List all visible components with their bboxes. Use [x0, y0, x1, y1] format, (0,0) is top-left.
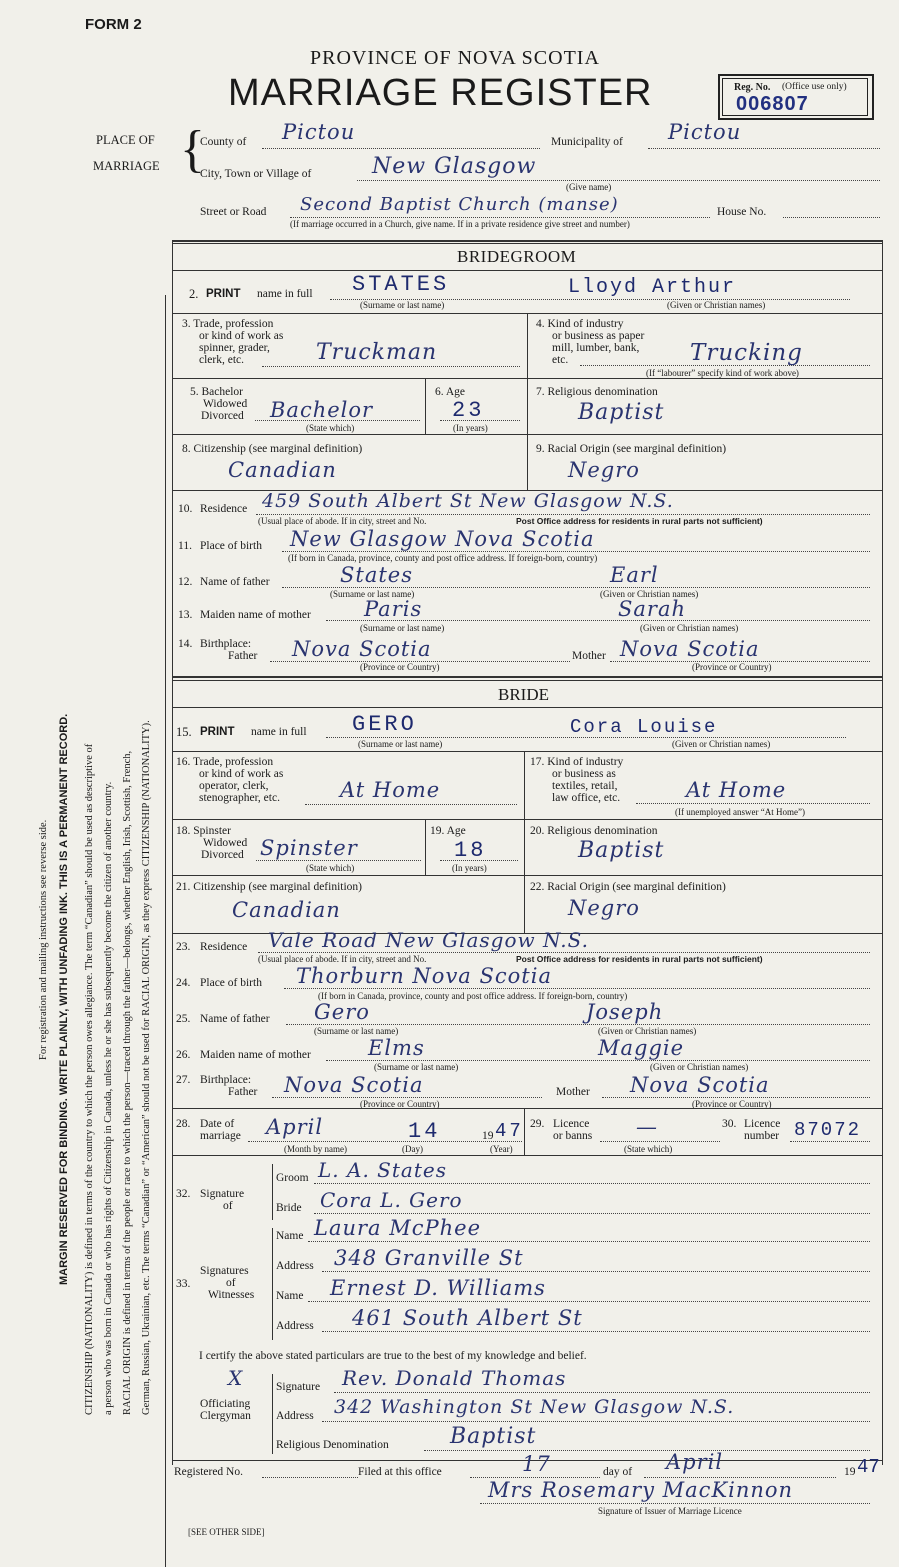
q29-note: (State which): [624, 1144, 673, 1154]
q32-num: 32.: [176, 1188, 191, 1200]
city-line: [357, 180, 880, 181]
q10-num: 10.: [178, 503, 193, 515]
witness1-address-line: [322, 1271, 870, 1272]
q15-given-note: (Given or Christian names): [672, 739, 771, 749]
q4-note: (If “labourer” specify kind of work above): [646, 368, 799, 378]
col-divider-19-20: [524, 819, 525, 875]
witness2-address: 461 South Albert St: [352, 1306, 583, 1330]
q15-num: 15.: [176, 725, 192, 739]
q4-label-d: etc.: [552, 354, 569, 366]
bride-industry: At Home: [686, 778, 787, 802]
signature-bracket: [272, 1164, 273, 1220]
clergy-denom-label: Religious Denomination: [276, 1439, 389, 1451]
city-value: New Glasgow: [372, 154, 537, 179]
rule-bride-3: [172, 875, 882, 876]
table-top-border-inner: [172, 243, 882, 244]
witness1-name-line: [308, 1241, 870, 1242]
q17-label-c: textiles, retail,: [552, 780, 618, 792]
groom-birthplace: New Glasgow Nova Scotia: [290, 527, 595, 551]
q14-father-label: Father: [228, 650, 258, 662]
q27-father-note: (Province or Country): [360, 1099, 440, 1109]
col-divider-3-4: [527, 313, 528, 378]
witness2-name-label: Name: [276, 1290, 304, 1302]
clergy-label-b: Clergyman: [200, 1410, 251, 1422]
witness2-name-line: [308, 1301, 870, 1302]
q12-label: Name of father: [200, 576, 270, 588]
clergy-address-line: [322, 1421, 870, 1422]
day-of-label: day of: [603, 1466, 633, 1478]
groom-mother-birthplace: Nova Scotia: [620, 637, 760, 661]
clergy-address: 342 Washington St New Glasgow N.S.: [334, 1396, 735, 1418]
witness1-name: Laura McPhee: [314, 1216, 481, 1240]
bride-birthplace: Thorburn Nova Scotia: [296, 964, 552, 988]
q25-num: 25.: [176, 1013, 191, 1025]
filed-year: 47: [857, 1456, 880, 1478]
clergy-sig-label: Signature: [276, 1381, 321, 1393]
bride-trade: At Home: [340, 778, 441, 802]
place-brace: {: [180, 121, 205, 178]
q18-label: 18. Spinster: [176, 825, 231, 837]
city-label: City, Town or Village of: [200, 168, 312, 180]
bride-sig-label: Bride: [276, 1202, 302, 1214]
bride-mother-given: Maggie: [598, 1036, 685, 1060]
bride-status: Spinster: [260, 836, 358, 860]
witness2-name: Ernest D. Williams: [330, 1276, 546, 1300]
bride-mother-surname: Elms: [368, 1036, 425, 1060]
q2-given-note: (Given or Christian names): [667, 300, 766, 310]
groom-signature: L. A. States: [318, 1158, 447, 1182]
groom-father-birthplace: Nova Scotia: [292, 637, 432, 661]
groom-age: 23: [452, 398, 485, 423]
issuer-signature: Mrs Rosemary MacKinnon: [488, 1478, 794, 1502]
clergy-address-label: Address: [276, 1410, 314, 1422]
clergy-mark: X: [228, 1366, 244, 1390]
q28-month-note: (Month by name): [284, 1144, 347, 1154]
q28-line: [248, 1141, 522, 1142]
q15-print: PRINT: [200, 726, 235, 738]
q14-mother-label: Mother: [572, 650, 606, 662]
q16-label-b: or kind of work as: [199, 768, 284, 780]
q32-label: Signature: [200, 1188, 245, 1200]
marriage-day: 14: [408, 1119, 441, 1144]
q21-label: 21. Citizenship (see marginal definition): [176, 881, 362, 893]
q16-label-c: operator, clerk,: [199, 780, 269, 792]
q12-surname-note: (Surname or last name): [330, 589, 415, 599]
q25-line: [286, 1024, 870, 1025]
bride-surname: GERO: [352, 712, 417, 737]
q30-label: Licence: [744, 1118, 781, 1130]
q10-label: Residence: [200, 503, 248, 515]
groom-surname: STATES: [352, 272, 450, 297]
q15-label: name in full: [251, 726, 307, 738]
q2-label: name in full: [257, 288, 313, 300]
table-left-border: [172, 240, 173, 1465]
margin-instruction-binding: MARGIN RESERVED FOR BINDING. WRITE PLAINLY, WITH UNFADING INK. THIS IS A PERMANENT RECORD.: [58, 713, 70, 1285]
licence-number: 87072: [794, 1119, 862, 1141]
certify-text: I certify the above stated particulars are true to the best of my knowledge and belief.: [199, 1350, 587, 1362]
q29-label: Licence: [553, 1118, 590, 1130]
county-label: County of: [200, 136, 247, 148]
q9-label: 9. Racial Origin (see marginal definition): [536, 443, 727, 455]
registered-label: Registered No.: [174, 1466, 243, 1478]
q29-label-b: or banns: [553, 1130, 593, 1142]
q18-note: (State which): [306, 863, 355, 873]
bride-sig-line: [314, 1213, 870, 1214]
house-line: [783, 217, 880, 218]
q25-given-note: (Given or Christian names): [598, 1026, 697, 1036]
filed-day: 17: [522, 1452, 551, 1476]
q10-note-b: Post Office address for residents in rural parts not sufficient): [516, 516, 763, 526]
reg-note: (Office use only): [782, 82, 847, 92]
q26-line: [326, 1060, 870, 1061]
q6-note: (In years): [453, 423, 488, 433]
q14-father-note: (Province or Country): [360, 662, 440, 672]
filed-month: April: [666, 1450, 724, 1474]
q32-label-b: of: [223, 1200, 233, 1212]
clergy-denom-line: [424, 1450, 870, 1451]
groom-sig-label: Groom: [276, 1172, 309, 1184]
q11-note: (If born in Canada, province, county and post office address. If foreign-born, country): [288, 553, 598, 563]
col-divider-28-29: [524, 1108, 525, 1155]
groom-trade: Truckman: [316, 340, 438, 365]
col-divider-6-7: [527, 378, 528, 434]
filed-year-printed: 19: [844, 1466, 856, 1478]
q27-num: 27.: [176, 1074, 191, 1086]
q18-label-c: Divorced: [201, 849, 244, 861]
q27-mother-label: Mother: [556, 1086, 590, 1098]
q22-label: 22. Racial Origin (see marginal definition): [530, 881, 726, 893]
q33-label: Signatures: [200, 1265, 249, 1277]
groom-father-given: Earl: [610, 563, 659, 587]
q19-note: (In years): [452, 863, 487, 873]
q17-label-d: law office, etc.: [552, 792, 621, 804]
q20-label: 20. Religious denomination: [530, 825, 658, 837]
q11-label: Place of birth: [200, 540, 262, 552]
issuer-label: Signature of Issuer of Marriage Licence: [598, 1506, 742, 1516]
q11-line: [282, 551, 870, 552]
col-divider-16-17: [524, 751, 525, 819]
col-divider-21-22: [524, 875, 525, 933]
q8-label: 8. Citizenship (see marginal definition): [182, 443, 363, 455]
q33-label-c: Witnesses: [208, 1289, 255, 1301]
q24-num: 24.: [176, 977, 191, 989]
q17-label: 17. Kind of industry: [530, 756, 624, 768]
q13-num: 13.: [178, 609, 193, 621]
witness1-name-label: Name: [276, 1230, 304, 1242]
q30-line: [790, 1141, 870, 1142]
bride-residence: Vale Road New Glasgow N.S.: [268, 928, 589, 952]
q33-num: 33.: [176, 1278, 191, 1290]
bride-citizenship: Canadian: [232, 898, 341, 922]
q23-note-a: (Usual place of abode. If in city, street and No.: [258, 954, 427, 964]
q28-day-note: (Day): [402, 1144, 423, 1154]
q5-note: (State which): [306, 423, 355, 433]
street-line: [290, 217, 710, 218]
q26-label: Maiden name of mother: [200, 1049, 311, 1061]
q27-label: Birthplace:: [200, 1074, 252, 1086]
see-other-side: [SEE OTHER SIDE]: [188, 1527, 265, 1537]
q14-mother-note: (Province or Country): [692, 662, 772, 672]
q28-year-note: (Year): [490, 1144, 513, 1154]
q12-given-note: (Given or Christian names): [600, 589, 699, 599]
q2-print: PRINT: [206, 288, 241, 300]
rule-bride-5: [172, 1108, 882, 1109]
q3-label-c: spinner, grader,: [199, 342, 270, 354]
col-divider-18-19: [425, 819, 426, 875]
q2-num: 2.: [189, 287, 199, 301]
q2-surname-note: (Surname or last name): [360, 300, 445, 310]
bride-given: Cora Louise: [570, 716, 718, 738]
groom-religion: Baptist: [578, 400, 665, 425]
q24-label: Place of birth: [200, 977, 262, 989]
q11-num: 11.: [178, 540, 192, 552]
groom-racial: Negro: [568, 458, 640, 482]
margin-citizenship-def-1: CITIZENSHIP (NATIONALITY) is defined in terms of the country to which the person owes allegiance. The term “Canadian” should be used as descriptive of: [84, 743, 95, 1415]
give-name-note: (Give name): [566, 182, 612, 192]
bride-age: 18: [454, 838, 487, 863]
place-label-b: MARRIAGE: [93, 159, 160, 173]
street-note: (If marriage occurred in a Church, give name. If in a private residence give street and number): [290, 219, 630, 229]
bride-heading: BRIDE: [498, 685, 549, 704]
witness2-address-line: [322, 1331, 870, 1332]
q16-line: [305, 804, 517, 805]
clergy-sig-line: [334, 1392, 870, 1393]
bride-heading-rule: [172, 707, 882, 708]
municipality-value: Pictou: [668, 120, 742, 144]
groom-status: Bachelor: [270, 398, 374, 422]
section-divider-inner: [172, 680, 882, 681]
col-divider-5-6: [425, 378, 426, 434]
q19-label: 19. Age: [430, 825, 466, 837]
binding-margin-line: [165, 295, 166, 1567]
q26-surname-note: (Surname or last name): [374, 1062, 459, 1072]
groom-heading: BRIDEGROOM: [457, 247, 577, 266]
groom-mother-surname: Paris: [364, 597, 423, 621]
street-value: Second Baptist Church (manse): [300, 194, 619, 215]
q24-note: (If born in Canada, province, county and post office address. If foreign-born, country): [318, 991, 628, 1001]
q13-label: Maiden name of mother: [200, 609, 311, 621]
q23-num: 23.: [176, 941, 191, 953]
groom-sig-line: [314, 1183, 870, 1184]
county-line: [262, 148, 540, 149]
form-number: FORM 2: [85, 16, 142, 33]
county-value: Pictou: [282, 120, 356, 144]
page-title: MARRIAGE REGISTER: [228, 72, 653, 114]
q13-given-note: (Given or Christian names): [640, 623, 739, 633]
q26-given-note: (Given or Christian names): [650, 1062, 749, 1072]
q24-line: [284, 988, 870, 989]
section-divider: [172, 676, 882, 678]
q14-num: 14.: [178, 638, 193, 650]
q29-line: [600, 1141, 720, 1142]
q30-label-b: number: [744, 1130, 780, 1142]
q27-father-label: Father: [228, 1086, 258, 1098]
municipality-label: Municipality of: [551, 136, 623, 148]
q3-label-d: clerk, etc.: [199, 354, 245, 366]
q10-line: [256, 514, 870, 515]
q4-label-c: mill, lumber, bank,: [552, 342, 640, 354]
municipality-line: [648, 148, 880, 149]
q26-num: 26.: [176, 1049, 191, 1061]
q17-label-b: or business as: [552, 768, 616, 780]
q25-label: Name of father: [200, 1013, 270, 1025]
q18-label-b: Widowed: [203, 837, 248, 849]
marriage-year-printed: 19: [482, 1130, 494, 1142]
q12-line: [282, 587, 870, 588]
bride-mother-birthplace: Nova Scotia: [630, 1073, 770, 1097]
q3-label: 3. Trade, profession: [182, 318, 274, 330]
witness1-address-label: Address: [276, 1260, 314, 1272]
q25-surname-note: (Surname or last name): [314, 1026, 399, 1036]
witness1-address: 348 Granville St: [334, 1246, 524, 1270]
rule-bride-2: [172, 819, 882, 820]
marriage-year: 47: [495, 1120, 524, 1142]
filed-label: Filed at this office: [358, 1466, 442, 1478]
clergy-label: Officiating: [200, 1398, 251, 1410]
clergy-denomination: Baptist: [450, 1424, 537, 1449]
q7-label: 7. Religious denomination: [536, 386, 658, 398]
groom-industry: Trucking: [690, 340, 803, 366]
q27-mother-note: (Province or Country): [692, 1099, 772, 1109]
witness2-address-label: Address: [276, 1320, 314, 1332]
table-top-border: [172, 240, 882, 242]
witness-bracket: [272, 1228, 273, 1340]
q10-note-a: (Usual place of abode. If in city, street and No.: [258, 516, 427, 526]
groom-father-surname: States: [340, 563, 413, 587]
bride-racial: Negro: [568, 896, 640, 920]
q15-surname-note: (Surname or last name): [358, 739, 443, 749]
q27-father-line: [272, 1097, 542, 1098]
q17-note: (If unemployed answer “At Home”): [675, 807, 805, 817]
bride-father-birthplace: Nova Scotia: [284, 1073, 424, 1097]
q18-line: [256, 860, 421, 861]
q16-label-d: stenographer, etc.: [199, 792, 280, 804]
reg-label: Reg. No.: [734, 82, 771, 93]
q23-label: Residence: [200, 941, 248, 953]
issuer-line: [480, 1503, 870, 1504]
street-label: Street or Road: [200, 206, 267, 218]
groom-citizenship: Canadian: [228, 458, 337, 482]
q13-surname-note: (Surname or last name): [360, 623, 445, 633]
q4-label-b: or business as paper: [552, 330, 645, 342]
margin-racial-def-2: German, Russian, Ukrainian, etc. The terms “Canadian” or “American” should not be used for RACIAL ORIGIN, as they express CITIZENSHIP (NATIONALITY).: [141, 720, 152, 1415]
marriage-month: April: [266, 1115, 324, 1139]
q5-label: 5. Bachelor: [190, 386, 244, 398]
groom-heading-rule: [172, 270, 882, 271]
q29-num: 29.: [530, 1118, 545, 1130]
q4-label: 4. Kind of industry: [536, 318, 624, 330]
rule-marriage: [172, 1155, 882, 1156]
bride-father-given: Joseph: [586, 1000, 664, 1024]
margin-racial-def-1: RACIAL ORIGIN is defined in terms of the people or race to which the person—traced through the father—belongs, whether English, Irish, Scottish, French,: [122, 750, 133, 1415]
q28-label-b: marriage: [200, 1130, 241, 1142]
q27-mother-line: [602, 1097, 870, 1098]
groom-residence: 459 South Albert St New Glasgow N.S.: [262, 490, 674, 512]
house-label: House No.: [717, 206, 767, 218]
col-divider-8-9: [527, 434, 528, 490]
registered-line: [262, 1477, 358, 1478]
reg-number-box: [718, 74, 874, 120]
bride-signature: Cora L. Gero: [320, 1188, 463, 1212]
q23-note-b: Post Office address for residents in rural parts not sufficient): [516, 954, 763, 964]
q33-label-b: of: [226, 1277, 236, 1289]
q28-label: Date of: [200, 1118, 235, 1130]
q23-line: [258, 952, 870, 953]
clergy-bracket: [272, 1374, 273, 1454]
q14-label: Birthplace:: [200, 638, 252, 650]
q17-line: [636, 803, 870, 804]
reg-number: 006807: [736, 93, 809, 115]
clergy-signature: Rev. Donald Thomas: [342, 1366, 567, 1390]
province-heading: PROVINCE OF NOVA SCOTIA: [310, 47, 600, 69]
groom-mother-given: Sarah: [618, 597, 686, 621]
q3-line: [262, 366, 520, 367]
bride-father-surname: Gero: [314, 1000, 370, 1024]
q5-label-b: Widowed: [203, 398, 248, 410]
q3-label-b: or kind of work as: [199, 330, 284, 342]
q5-label-c: Divorced: [201, 410, 244, 422]
place-label-a: PLACE OF: [96, 133, 155, 147]
q12-num: 12.: [178, 576, 193, 588]
bride-religion: Baptist: [578, 838, 665, 863]
rule-bride-1: [172, 751, 882, 752]
licence-or-banns: —: [636, 1115, 658, 1139]
margin-citizenship-def-2: a person who was born in Canada or who has rights of Citizenship in Canada, unless he or she has subsequently become the citizen of another country.: [103, 781, 114, 1415]
q16-label: 16. Trade, profession: [176, 756, 274, 768]
q28-num: 28.: [176, 1118, 191, 1130]
groom-given: Lloyd Arthur: [568, 276, 737, 299]
q30-num: 30.: [722, 1118, 737, 1130]
margin-instruction-mailing: For registration and mailing instructions see reverse side.: [38, 819, 49, 1060]
q6-label: 6. Age: [435, 386, 466, 398]
table-right-border: [882, 240, 883, 1465]
